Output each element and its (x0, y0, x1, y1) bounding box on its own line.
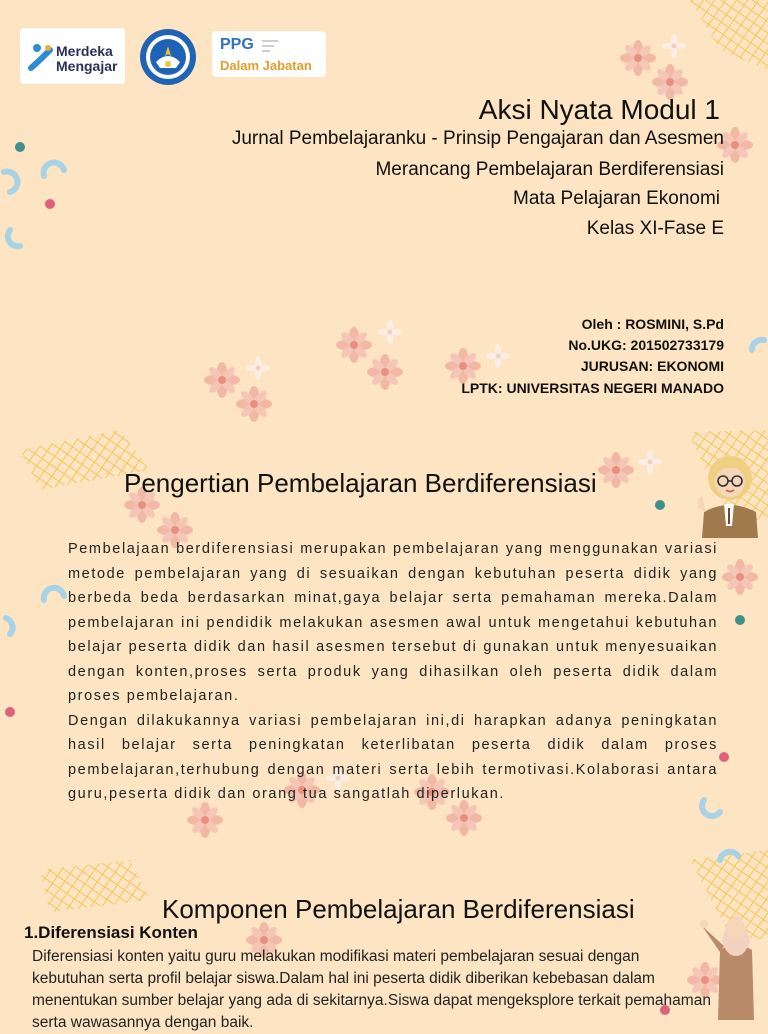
section2-subtitle: 1.Diferensiasi Konten (24, 923, 198, 942)
tut-wuri-handayani-icon (138, 28, 198, 86)
ppg-tagline-mark (262, 39, 282, 55)
merdeka-line2: Mengajar (56, 58, 118, 74)
teacher-illustration (694, 438, 764, 538)
ppg-subtitle: Dalam Jabatan (220, 58, 312, 73)
header-line-1: Jurnal Pembelajaranku - Prinsip Pengajaran dan Asesmen (231, 128, 724, 149)
header-line-2: Merancang Pembelajaran Berdiferensiasi (375, 159, 724, 180)
header-line-3: Mata Pelajaran Ekonomi (513, 188, 720, 209)
tut-wuri-handayani-logo (138, 28, 200, 84)
ppg-logo (212, 31, 326, 77)
merdeka-line1: Merdeka (56, 43, 113, 59)
section2-title: Komponen Pembelajaran Berdiferensiasi (162, 894, 635, 924)
merdeka-mengajar-icon (28, 42, 54, 72)
hijab-teacher-illustration (698, 890, 768, 1020)
page-title: Aksi Nyata Modul 1 (478, 94, 720, 125)
author-lptk: LPTK: UNIVERSITAS NEGERI MANADO (461, 380, 724, 396)
section1-title: Pengertian Pembelajaran Berdiferensiasi (124, 468, 597, 498)
section1-body (68, 537, 718, 807)
author-ukg: No.UKG: 201502733179 (568, 337, 724, 353)
ppg-title: PPG (220, 36, 254, 53)
section2-paragraph-1: Diferensiasi konten yaitu guru melakukan modifikasi materi pembelajaran sesuai dengan kebutuhan serta profil belajar siswa.Dalam hal ini peserta didik diberikan kebebasan dalam menentukan sumber belajar yang ada di sekitarnya.Siswa dapat mengeksplore terkait pemahaman serta wawasannya dengan baik. (32, 948, 711, 1031)
header-line-4: Kelas XI-Fase E (586, 218, 724, 239)
author-name: Oleh : ROSMINI, S.Pd (581, 316, 724, 332)
merdeka-mengajar-logo (20, 28, 125, 84)
section1-paragraph-1: Pembelajaan berdiferensiasi merupakan pembelajaran yang menggunakan variasi metode pembelajaran yang di sesuaikan dengan kebutuhan peserta didik yang berbeda beda berdasarkan minat,gaya belajar serta pemahaman mereka.Dalam pembelajaran ini pendidik melakukan asesmen awal untuk mengetahui kebutuhan belajar peserta didik dan hasil asesmen tersebut di gunakan untuk menyesuaikan dengan konten,proses serta produk yang dihasilkan oleh peserta didik dalam proses pembelajaran. (68, 541, 718, 704)
author-jurusan: JURUSAN: EKONOMI (580, 358, 724, 374)
section1-paragraph-2: Dengan dilakukannya variasi pembelajaran ini,di harapkan adanya peningkatan hasil belajar serta peningkatan keterlibatan peserta didik dalam proses pembelajaran,terhubung dengan materi serta lebih termotivasi.Kolaborasi antara guru,peserta didik dan orang tua sangatlah diperlukan. (68, 712, 718, 802)
